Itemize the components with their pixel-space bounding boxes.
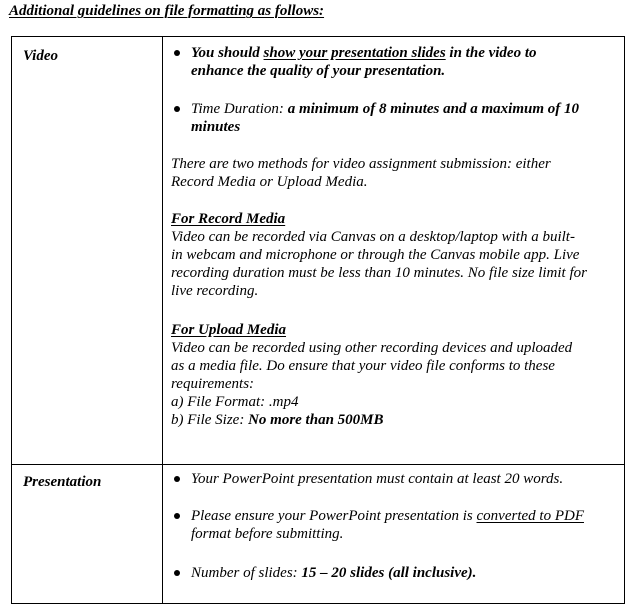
- requirement-label: b) File Size:: [171, 412, 249, 428]
- bullet-text-underlined: show your presentation slides: [263, 45, 446, 61]
- presentation-bullet-slides: [191, 564, 611, 582]
- bullet-text-bold: a minimum of 8 minutes and a maximum of 10: [287, 101, 579, 117]
- bullet-icon: [174, 106, 180, 112]
- methods-paragraph: [171, 155, 609, 191]
- bullet-text: Number of slides:: [191, 565, 302, 581]
- video-bullet-slides: [191, 44, 611, 80]
- page-heading: Additional guidelines on file formatting as follows:: [9, 3, 325, 19]
- bullet-icon: [174, 513, 180, 519]
- row-label-video: Video: [23, 48, 59, 64]
- record-media-title: For Record Media: [171, 211, 286, 227]
- paragraph-line: Video can be recorded via Canvas on a desktop/laptop with a built-: [171, 229, 575, 245]
- upload-media-title: For Upload Media: [171, 322, 287, 338]
- bullet-text: You should: [191, 45, 264, 61]
- bullet-icon: [174, 50, 180, 56]
- guidelines-table: [11, 36, 625, 604]
- requirement-value: No more than 500MB: [248, 412, 384, 428]
- paragraph-line: Video can be recorded using other recording devices and uploaded: [171, 340, 573, 356]
- bullet-text-underlined: converted to PDF: [476, 508, 584, 524]
- paragraph-line: requirements:: [171, 376, 255, 392]
- row-label-presentation: Presentation: [23, 474, 102, 490]
- bullet-text: Your PowerPoint presentation must contain at least 20 words.: [191, 471, 564, 487]
- bullet-text: Please ensure your PowerPoint presentation is: [191, 508, 477, 524]
- bullet-text: enhance the quality of your presentation.: [191, 63, 446, 79]
- bullet-icon: [174, 476, 180, 482]
- presentation-bullet-pdf: [191, 507, 611, 543]
- paragraph-line: There are two methods for video assignment submission: either: [171, 156, 551, 172]
- bullet-text-bold: 15 – 20 slides (all inclusive).: [301, 565, 477, 581]
- requirement-file-size: [171, 411, 609, 429]
- paragraph-line: Record Media or Upload Media.: [171, 174, 368, 190]
- record-media-section: [171, 210, 609, 300]
- paragraph-line: recording duration must be less than 10 minutes. No file size limit for: [171, 265, 587, 281]
- upload-media-section: [171, 321, 609, 429]
- bullet-text: in the video to: [445, 45, 537, 61]
- bullet-text: Time Duration:: [191, 101, 288, 117]
- paragraph-line: in webcam and microphone or through the Canvas mobile app. Live: [171, 247, 580, 263]
- bullet-icon: [174, 570, 180, 576]
- video-cell: [163, 37, 624, 464]
- bullet-text-bold: minutes: [191, 119, 241, 135]
- paragraph-line: as a media file. Do ensure that your video file conforms to these: [171, 358, 555, 374]
- presentation-bullet-words: [191, 470, 611, 488]
- bullet-text: format before submitting.: [191, 526, 344, 542]
- paragraph-line: live recording.: [171, 283, 259, 299]
- requirement-file-format: a) File Format: .mp4: [171, 394, 299, 410]
- video-bullet-duration: [191, 100, 611, 136]
- presentation-cell: [163, 465, 624, 603]
